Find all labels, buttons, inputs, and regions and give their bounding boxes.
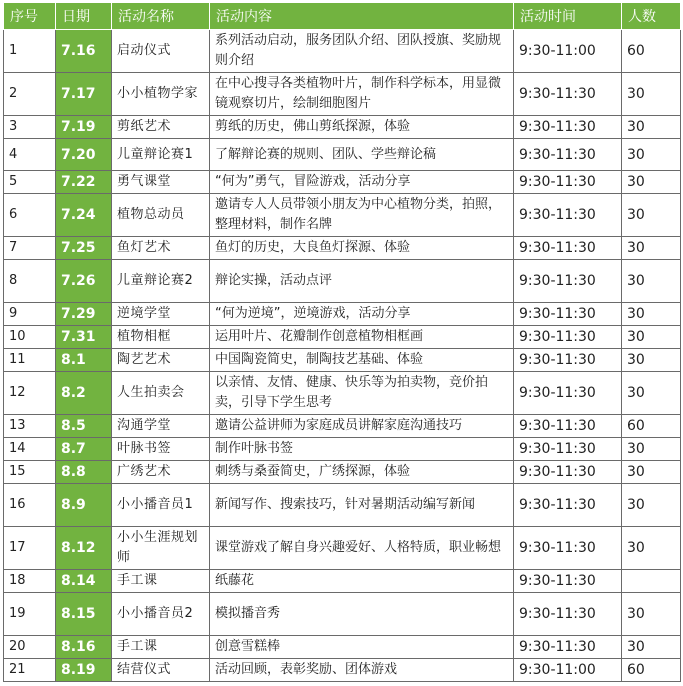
table-row [4,484,681,527]
row-number: 10 [4,326,56,349]
participant-count: 30 [622,237,681,260]
header-name: 活动名称 [112,3,210,30]
header-count: 人数 [622,3,681,30]
activity-name: 儿童辩论赛1 [112,139,210,171]
activity-name: 结营仪式 [112,659,210,682]
row-number: 8 [4,260,56,303]
activity-time: 9:30-11:30 [514,73,622,116]
activity-name: 手工课 [112,636,210,659]
activity-name: 剪纸艺术 [112,116,210,139]
row-date: 7.25 [56,237,112,260]
activity-time: 9:30-11:30 [514,237,622,260]
table-row [4,237,681,260]
row-number: 5 [4,171,56,194]
activity-content: 模拟播音秀 [210,593,514,636]
participant-count: 30 [622,461,681,484]
activity-name: 广绣艺术 [112,461,210,484]
activity-content: 以亲情、友情、健康、快乐等为拍卖物，竞价拍卖，引导下学生思考 [210,372,514,415]
row-number: 21 [4,659,56,682]
participant-count: 30 [622,484,681,527]
activity-time: 9:30-11:30 [514,116,622,139]
activity-content: “何为”勇气，冒险游戏，活动分享 [210,171,514,194]
row-date: 7.24 [56,194,112,237]
row-date: 7.31 [56,326,112,349]
activity-name: 植物相框 [112,326,210,349]
participant-count: 30 [622,349,681,372]
table-row [4,349,681,372]
activity-name: 儿童辩论赛2 [112,260,210,303]
header-content: 活动内容 [210,3,514,30]
activity-content: 中国陶瓷简史，制陶技艺基础、体验 [210,349,514,372]
participant-count: 30 [622,438,681,461]
activity-content: 纸藤花 [210,570,514,593]
header-no: 序号 [4,3,56,30]
activity-content: 了解辩论赛的规则、团队、学些辩论稿 [210,139,514,171]
row-number: 12 [4,372,56,415]
row-number: 9 [4,303,56,326]
activity-content: 活动回顾，表彰奖励、团体游戏 [210,659,514,682]
activity-name: 逆境学堂 [112,303,210,326]
activity-content: 邀请公益讲师为家庭成员讲解家庭沟通技巧 [210,415,514,438]
header-time: 活动时间 [514,3,622,30]
participant-count: 30 [622,303,681,326]
row-number: 20 [4,636,56,659]
table-row [4,326,681,349]
row-number: 6 [4,194,56,237]
activity-name: 勇气课堂 [112,171,210,194]
activity-content: “何为逆境”，逆境游戏，活动分享 [210,303,514,326]
activity-content: 新闻写作、搜索技巧，针对暑期活动编写新闻 [210,484,514,527]
activity-name: 植物总动员 [112,194,210,237]
activity-name: 小小播音员2 [112,593,210,636]
activity-time: 9:30-11:00 [514,659,622,682]
activity-name: 陶艺艺术 [112,349,210,372]
row-date: 8.9 [56,484,112,527]
table-row [4,527,681,570]
activity-content: 剪纸的历史，佛山剪纸探源，体验 [210,116,514,139]
activity-time: 9:30-11:30 [514,438,622,461]
table-row [4,139,681,171]
activity-time: 9:30-11:30 [514,570,622,593]
table-row [4,260,681,303]
table-row [4,438,681,461]
activity-time: 9:30-11:30 [514,593,622,636]
participant-count: 30 [622,116,681,139]
row-number: 3 [4,116,56,139]
participant-count: 60 [622,30,681,73]
activity-name: 鱼灯艺术 [112,237,210,260]
participant-count: 60 [622,415,681,438]
table-row [4,636,681,659]
row-date: 7.22 [56,171,112,194]
table-row [4,303,681,326]
participant-count: 30 [622,171,681,194]
row-date: 8.5 [56,415,112,438]
row-date: 7.17 [56,73,112,116]
table-row [4,171,681,194]
activity-content: 创意雪糕棒 [210,636,514,659]
row-number: 1 [4,30,56,73]
activity-name: 小小播音员1 [112,484,210,527]
activity-content: 系列活动启动，服务团队介绍、团队授旗、奖励规则介绍 [210,30,514,73]
activity-name: 沟通学堂 [112,415,210,438]
row-date: 8.7 [56,438,112,461]
participant-count: 30 [622,73,681,116]
row-date: 8.15 [56,593,112,636]
row-number: 15 [4,461,56,484]
participant-count: 30 [622,636,681,659]
activity-time: 9:30-11:00 [514,30,622,73]
row-date: 8.19 [56,659,112,682]
participant-count: 30 [622,372,681,415]
activity-time: 9:30-11:30 [514,461,622,484]
activity-name: 叶脉书签 [112,438,210,461]
table-row [4,593,681,636]
activity-name: 小小植物学家 [112,73,210,116]
activity-name: 启动仪式 [112,30,210,73]
activity-time: 9:30-11:30 [514,349,622,372]
activity-name: 手工课 [112,570,210,593]
row-date: 8.8 [56,461,112,484]
row-date: 7.29 [56,303,112,326]
header-date: 日期 [56,3,112,30]
table-row [4,194,681,237]
row-number: 11 [4,349,56,372]
participant-count: 60 [622,659,681,682]
activity-time: 9:30-11:30 [514,139,622,171]
row-date: 7.26 [56,260,112,303]
row-number: 13 [4,415,56,438]
participant-count: 30 [622,326,681,349]
row-number: 18 [4,570,56,593]
activity-time: 9:30-11:30 [514,326,622,349]
participant-count: 30 [622,527,681,570]
activity-content: 邀请专人人员带领小朋友为中心植物分类，拍照，整理材料，制作名牌 [210,194,514,237]
row-number: 17 [4,527,56,570]
activity-time: 9:30-11:30 [514,194,622,237]
table-row [4,570,681,593]
activity-content: 课堂游戏了解自身兴趣爱好、人格特质，职业畅想 [210,527,514,570]
activity-content: 鱼灯的历史，大良鱼灯探源、体验 [210,237,514,260]
activity-time: 9:30-11:30 [514,415,622,438]
table-row [4,659,681,682]
row-date: 8.14 [56,570,112,593]
activity-time: 9:30-11:30 [514,636,622,659]
row-date: 8.12 [56,527,112,570]
row-number: 4 [4,139,56,171]
activity-content: 运用叶片、花瓣制作创意植物相框画 [210,326,514,349]
activity-content: 制作叶脉书签 [210,438,514,461]
row-date: 8.2 [56,372,112,415]
participant-count: 30 [622,194,681,237]
activity-schedule-table [3,2,681,682]
activity-time: 9:30-11:30 [514,171,622,194]
row-number: 16 [4,484,56,527]
table-row [4,30,681,73]
participant-count [622,570,681,593]
activity-time: 9:30-11:30 [514,484,622,527]
activity-name: 小小生涯规划师 [112,527,210,570]
row-number: 19 [4,593,56,636]
row-date: 8.16 [56,636,112,659]
activity-content: 刺绣与桑蚕简史，广绣探源，体验 [210,461,514,484]
participant-count: 30 [622,593,681,636]
table-row [4,415,681,438]
table-row [4,461,681,484]
activity-time: 9:30-11:30 [514,303,622,326]
row-date: 7.16 [56,30,112,73]
activity-time: 9:30-11:30 [514,372,622,415]
table-row [4,372,681,415]
participant-count: 30 [622,139,681,171]
header-row [4,3,681,30]
row-number: 14 [4,438,56,461]
row-date: 8.1 [56,349,112,372]
activity-time: 9:30-11:30 [514,260,622,303]
row-date: 7.19 [56,116,112,139]
activity-content: 辩论实操，活动点评 [210,260,514,303]
activity-name: 人生拍卖会 [112,372,210,415]
row-number: 2 [4,73,56,116]
table-row [4,116,681,139]
participant-count: 30 [622,260,681,303]
activity-time: 9:30-11:30 [514,527,622,570]
table-body [4,30,681,682]
activity-content: 在中心搜寻各类植物叶片，制作科学标本，用显微镜观察切片，绘制细胞图片 [210,73,514,116]
table-row [4,73,681,116]
row-number: 7 [4,237,56,260]
row-date: 7.20 [56,139,112,171]
